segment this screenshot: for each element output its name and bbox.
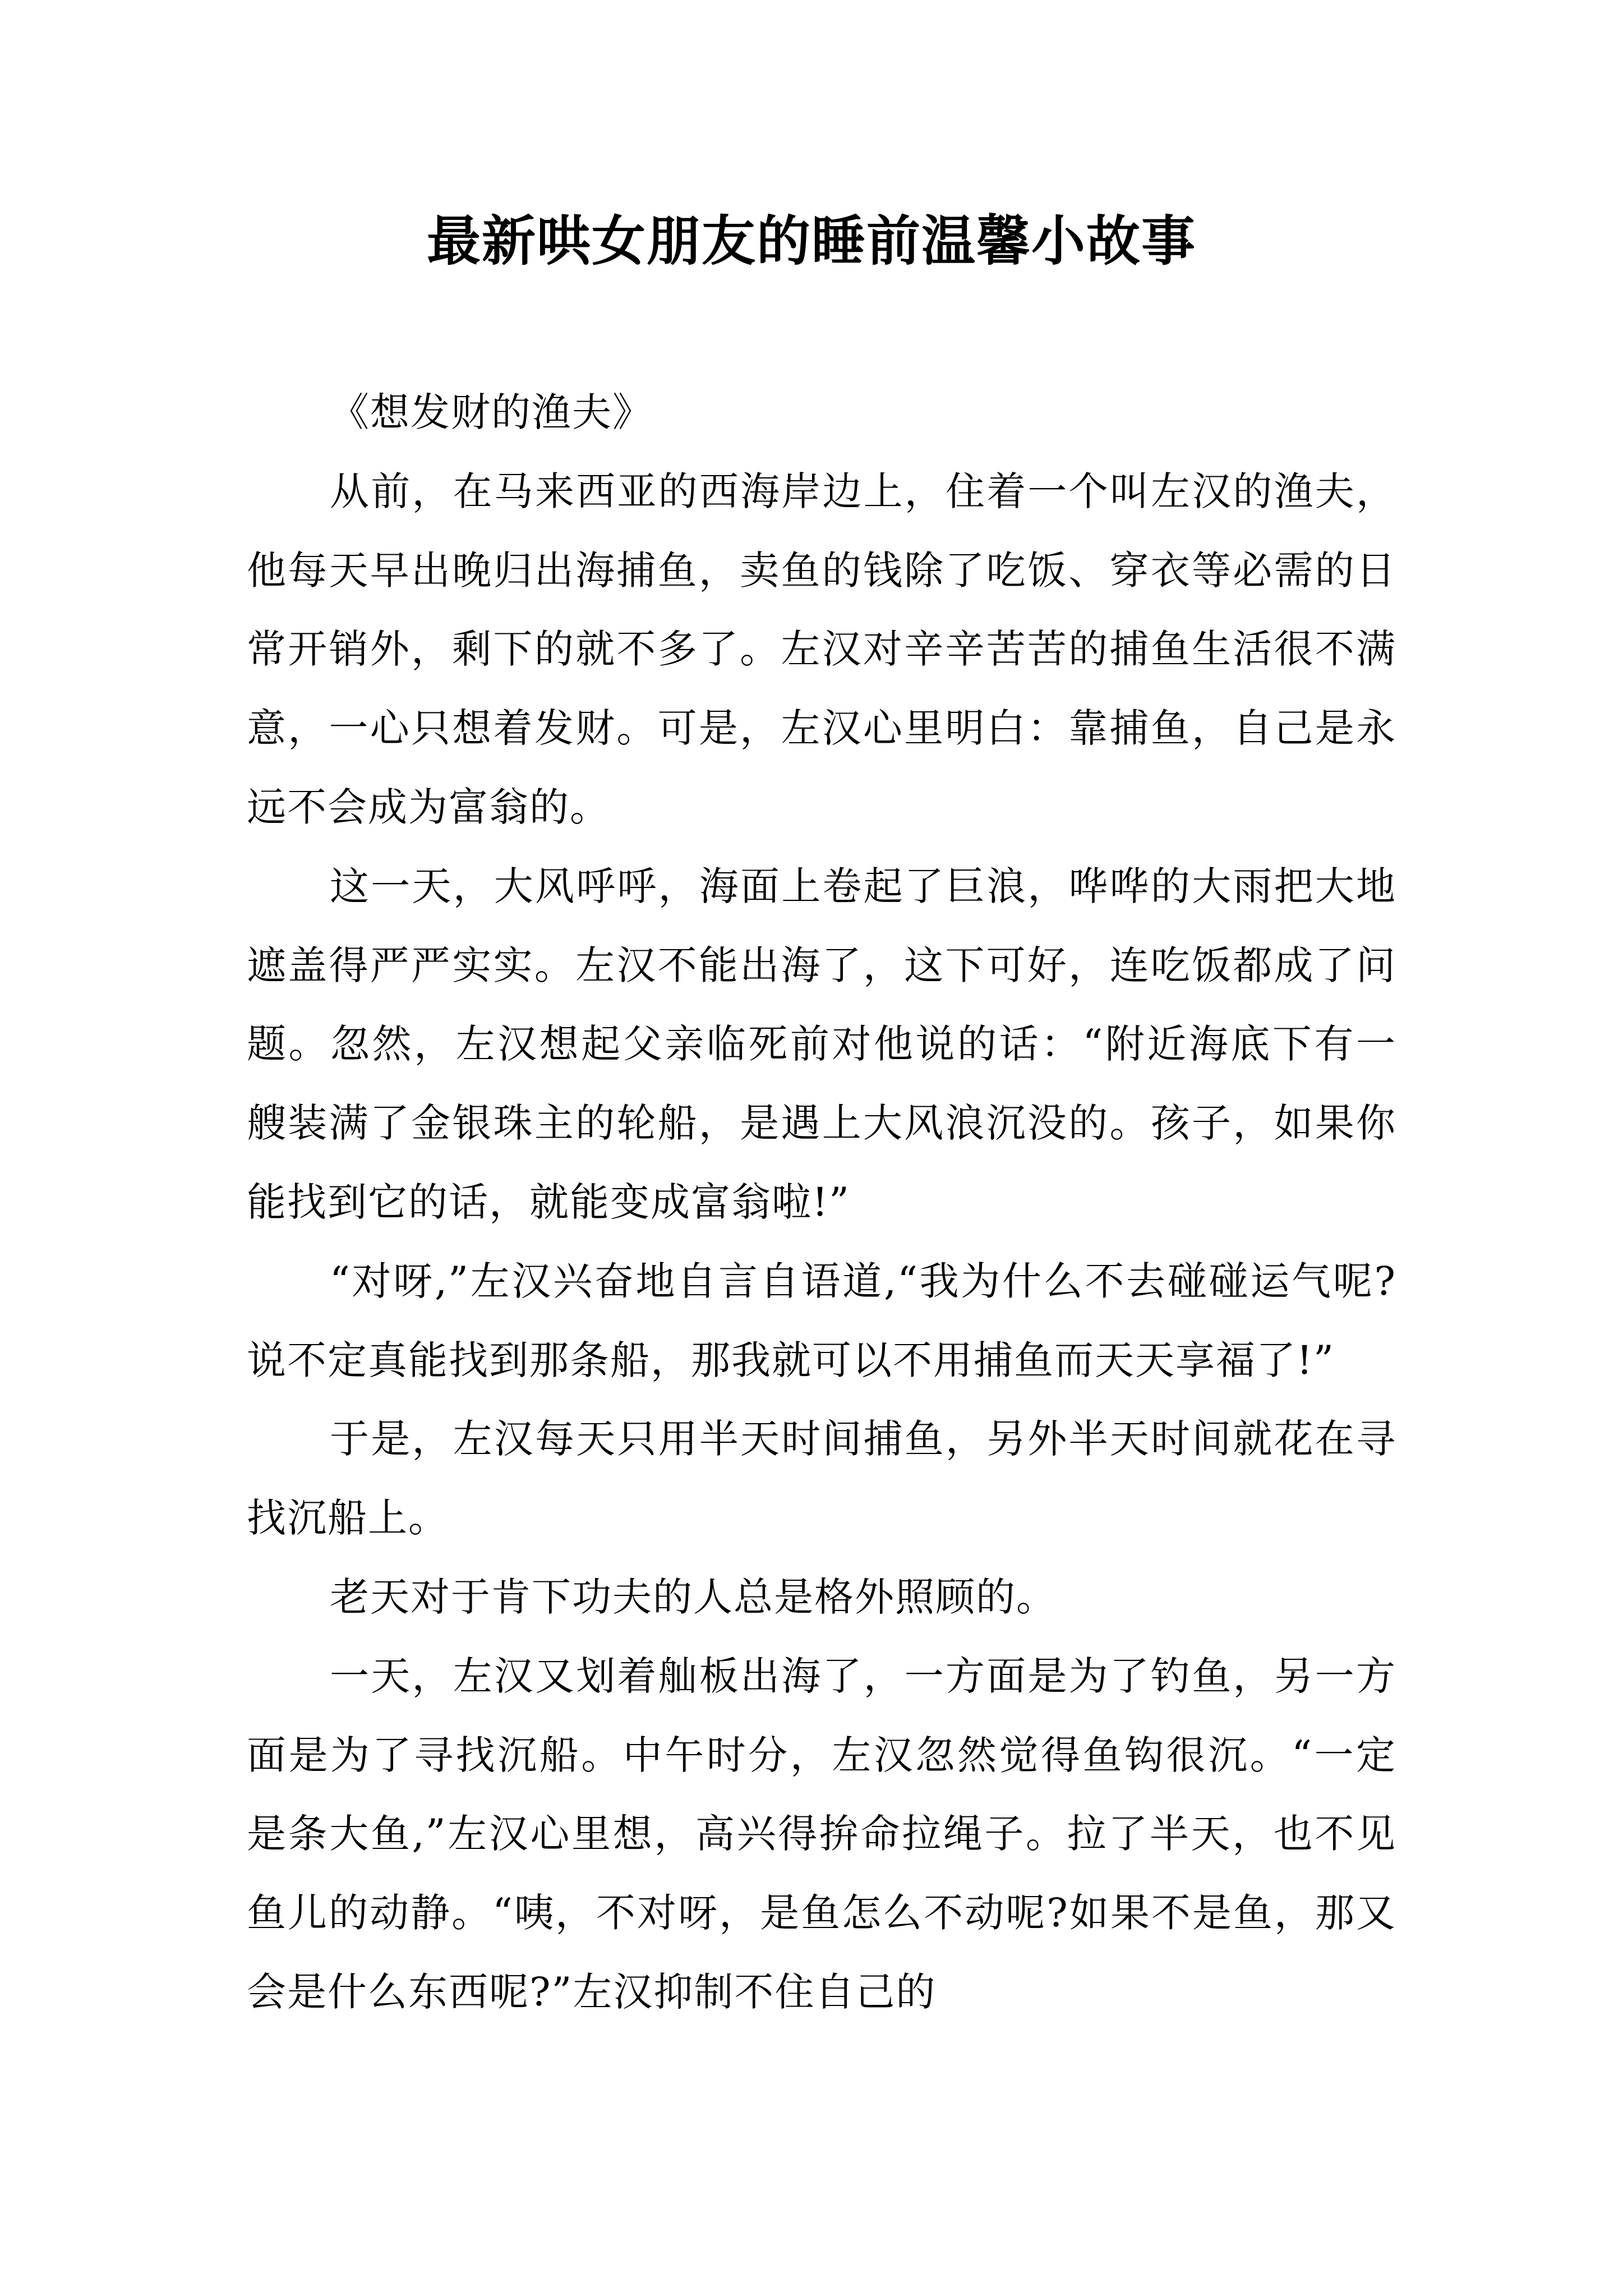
paragraph: 从前，在马来西亚的西海岸边上，住着一个叫左汉的渔夫，他每天早出晚归出海捕鱼，卖鱼的钱除了吃饭、穿衣等必需的日常开销外，剩下的就不多了。左汉对辛辛苦苦的捕鱼生活很不满意，一心只想着发财。可是，左汉心里明白：靠捕鱼，自己是永远不会成为富翁的。: [247, 468, 1396, 830]
paragraph: 老天对于肯下功夫的人总是格外照顾的。: [330, 1573, 1057, 1620]
document-body: [247, 373, 1396, 2032]
paragraph: 一天，左汉又划着舢板出海了，一方面是为了钓鱼，另一方面是为了寻找沉船。中午时分，左汉忽然觉得鱼钩很沉。“一定是条大鱼,”左汉心里想，高兴得拚命拉绳子。拉了半天，也不见鱼儿的动静。“咦，不对呀，是鱼怎么不动呢?如果不是鱼，那又会是什么东西呢?”左汉抑制不住自己的: [247, 1653, 1396, 2015]
paragraph: 于是，左汉每天只用半天时间捕鱼，另外半天时间就花在寻找沉船上。: [247, 1416, 1396, 1542]
story-title-line: 《想发财的渔夫》: [330, 389, 653, 435]
paragraph: 这一天，大风呼呼，海面上卷起了巨浪，哗哗的大雨把大地遮盖得严严实实。左汉不能出海了，这下可好，连吃饭都成了问题。忽然，左汉想起父亲临死前对他说的话：“附近海底下有一艘装满了金银珠主的轮船，是遇上大风浪沉没的。孩子，如果你能找到它的话，就能变成富翁啦!”: [247, 863, 1396, 1225]
document-title: 最新哄女朋友的睡前温馨小故事: [427, 209, 1196, 273]
paragraph: “对呀,”左汉兴奋地自言自语道,“我为什么不去碰碰运气呢?说不定真能找到那条船，那我就可以不用捕鱼而天天享福了!”: [247, 1258, 1396, 1383]
